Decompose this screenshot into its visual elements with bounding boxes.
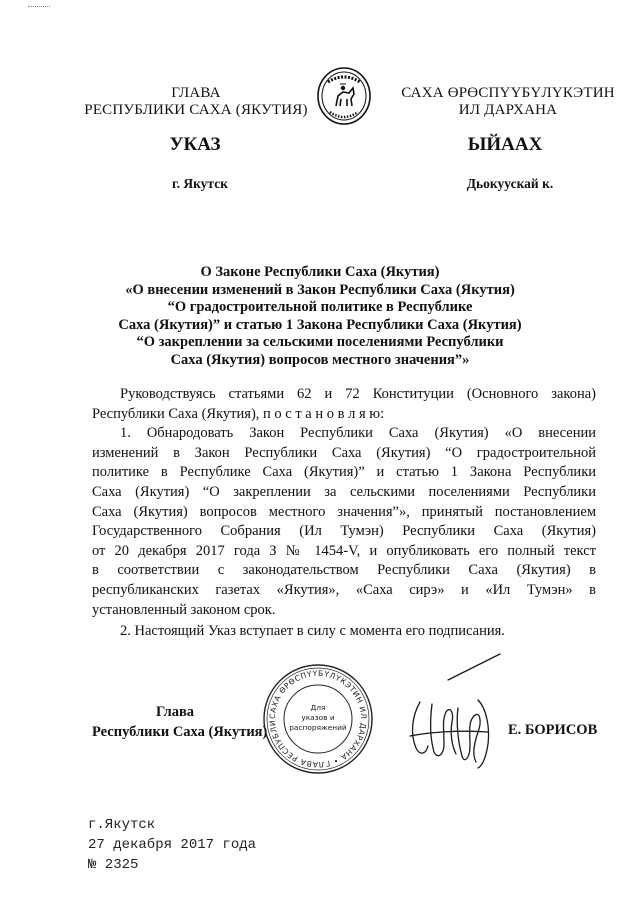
title-line: Саха (Якутия) вопросов местного значения”» [170, 351, 470, 368]
body-line: Саха (Якутия) вопросов местного значения”», принятый постановлением [92, 503, 596, 520]
signatory-name: Е. БОРИСОВ [508, 722, 598, 738]
doc-type-ru: УКАЗ [169, 134, 221, 155]
title-line: “О градостроительной политике в Республике [167, 299, 473, 315]
body-line: Руководствуясь статьями 62 и 72 Конституции (Основного закона) [120, 386, 596, 402]
header-left-line2: РЕСПУБЛИКИ САХА (ЯКУТИЯ) [84, 102, 308, 118]
header-left-line1: ГЛАВА [171, 85, 221, 101]
title-line: “О закреплении за сельскими поселениями Республики [136, 334, 504, 350]
header-right-line2: ИЛ ДАРХАНА [458, 102, 558, 118]
body-line: Государственного Собрания (Ил Тумэн) Республики Саха (Якутия) [92, 523, 596, 540]
handwritten-signature [360, 650, 510, 770]
body-line: Республики Саха (Якутия), п о с т а н о в л я ю: [92, 405, 385, 422]
body-line: политике в Республике Саха (Якутия)” и статью 1 Закона Республики [92, 464, 596, 481]
stamp-ring-text: САХА ӨРӨСПҮҮБҮЛҮКЭТИН ИЛ ДАРХАНА • ГЛАВА РЕСПУБЛИ [267, 668, 369, 770]
body-line: установленный законом срок. [92, 601, 276, 618]
body-line: 2. Настоящий Указ вступает в силу с момента его подписания. [120, 623, 505, 640]
signature-position-line2: Республики Саха (Якутия) [92, 724, 268, 740]
registration-block [88, 815, 388, 875]
document-body [92, 385, 596, 642]
stamp-inner-line1: Для [310, 703, 326, 712]
body-line: республиканских газетах «Якутия», «Саха сирэ» и «Ил Тумэн» в [92, 581, 596, 598]
official-stamp [262, 663, 374, 775]
doc-type-sakha: ЫЙААХ [467, 134, 543, 155]
stamp-inner-line2: указов и [301, 713, 335, 722]
body-line: 1. Обнародовать Закон Республики Саха (Якутия) «О внесении [120, 425, 596, 442]
signature-position-line1: Глава [156, 704, 195, 720]
body-line: от 20 декабря 2017 года З № 1454-V, и опубликовать его полный текст [92, 542, 596, 559]
title-line: Саха (Якутия)” и статью 1 Закона Республики Саха (Якутия) [118, 316, 522, 333]
document-title [80, 264, 560, 369]
body-line: в соответствии с законодательством Республики Саха (Якутия) в [92, 562, 596, 579]
registration-date: 27 декабря 2017 года [88, 837, 257, 853]
registration-city: г.Якутск [88, 817, 156, 833]
registration-number: № 2325 [88, 857, 139, 873]
title-line: «О внесении изменений в Закон Республики Саха (Якутия) [125, 281, 515, 298]
body-line: изменений в Закон Республики Саха (Якутия) “О градостроительной [92, 444, 596, 461]
signature-position [92, 702, 272, 742]
header-right-line1: САХА ӨРӨСПҮҮБҮЛҮКЭТИН [401, 85, 615, 101]
city-sakha: Дьокуускай к. [466, 176, 554, 191]
scan-artifact [28, 6, 50, 7]
title-line: О Законе Республики Саха (Якутия) [200, 264, 440, 280]
coat-of-arms-emblem [316, 66, 372, 126]
header-right [376, 85, 640, 119]
body-line: Саха (Якутия) “О закреплении за сельскими поселениями Республики [92, 483, 596, 500]
stamp-inner-line3: распоряжений [289, 723, 347, 732]
header-left [80, 85, 312, 119]
city-ru: г. Якутск [171, 176, 228, 191]
